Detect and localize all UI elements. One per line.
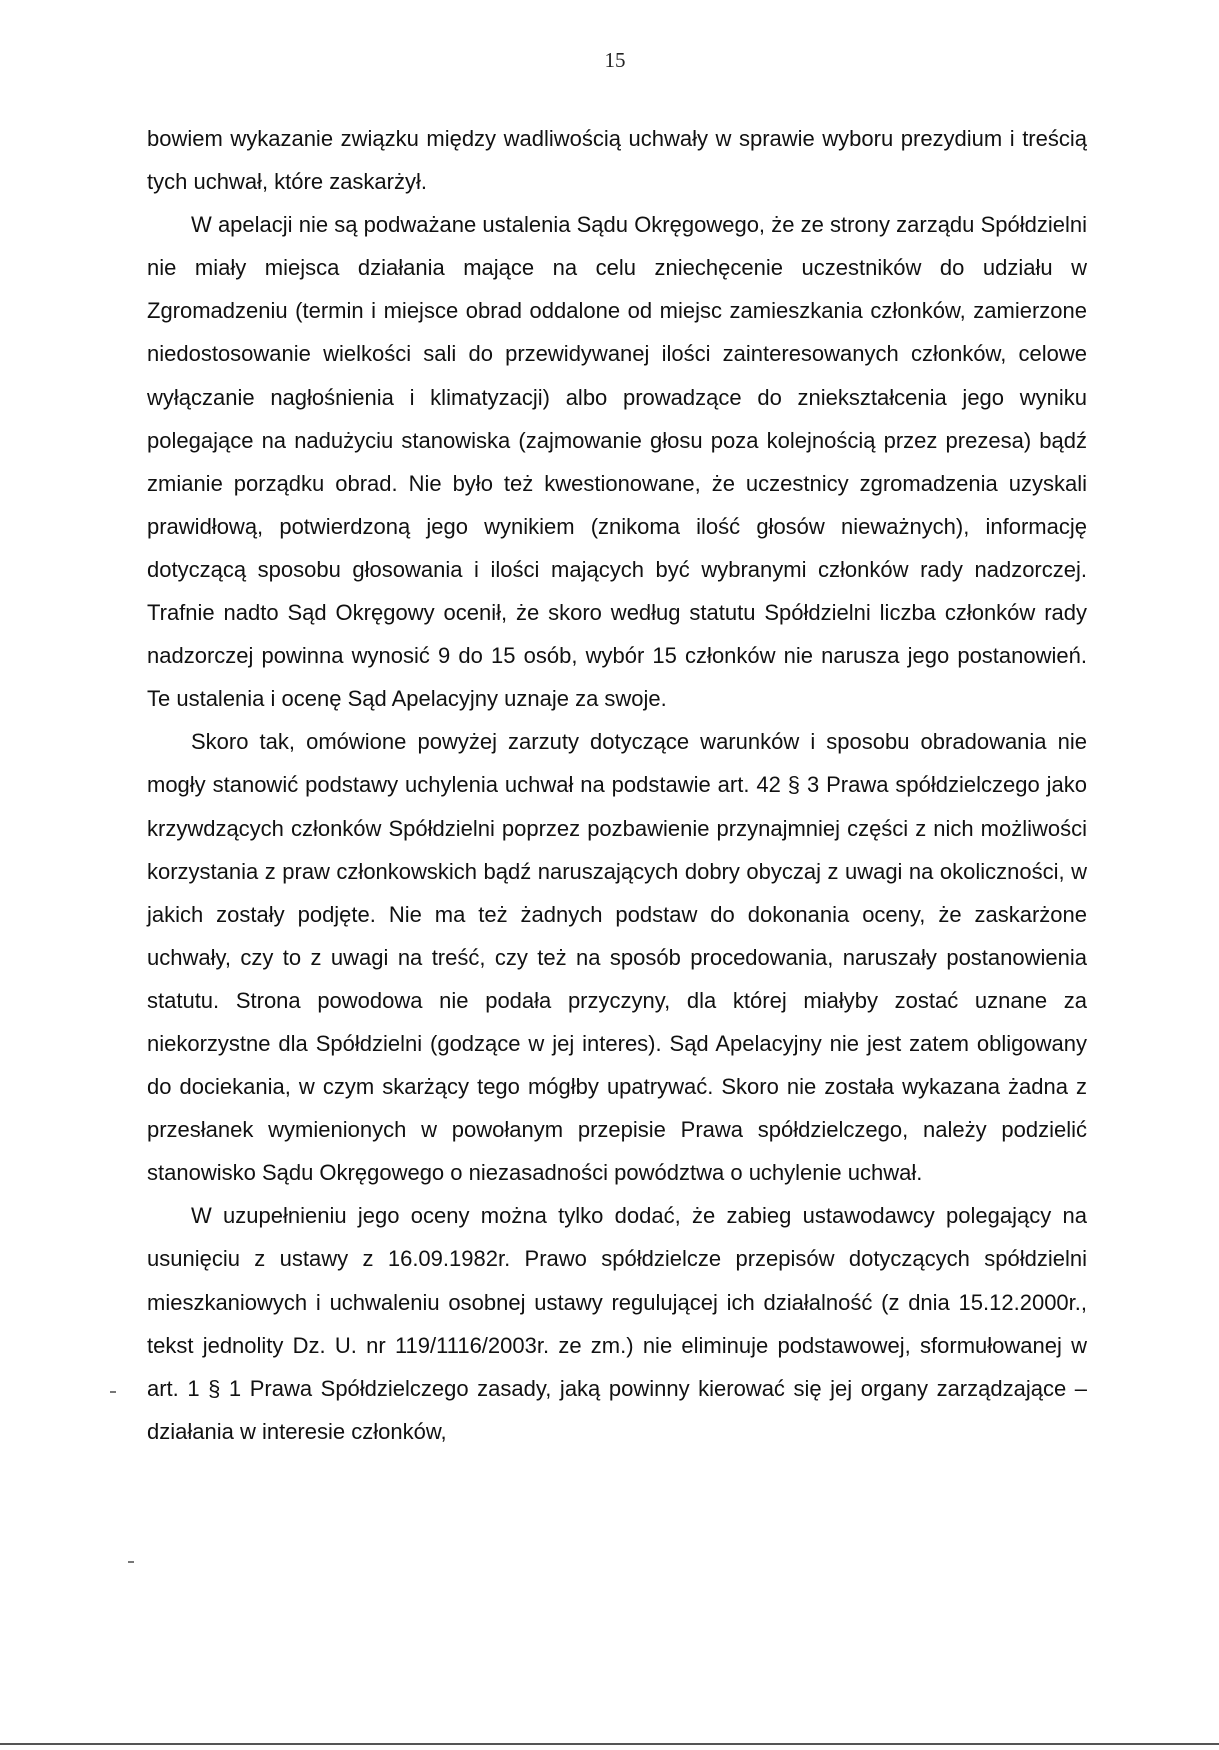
scan-edge-line [0,1743,1219,1745]
paragraph-3: Skoro tak, omówione powyżej zarzuty dotyczące warunków i sposobu obradowania nie mogły stanowić podstawy uchylenia uchwał na podstawie art. 42 § 3 Prawa spółdzielczego jako krzywdzących członków Spółdzielni poprzez pozbawienie przynajmniej części z nich możliwości korzystania z praw członkowskich bądź naruszających dobry obyczaj z uwagi na okoliczności, w jakich zostały podjęte. Nie ma też żadnych podstaw do dokonania oceny, że zaskarżone uchwały, czy to z uwagi na treść, czy też na sposób procedowania, naruszały postanowienia statutu. Strona powodowa nie podała przyczyny, dla której miałyby zostać uznane za niekorzystne dla Spółdzielni (godzące w jej interes). Sąd Apelacyjny nie jest zatem obligowany do dociekania, w czym skarżący tego mógłby upatrywać. Skoro nie została wykazana żadna z przesłanek wymienionych w powołanym przepisie Prawa spółdzielczego, należy podzielić stanowisko Sądu Okręgowego o niezasadności powództwa o uchylenie uchwał. [147,729,1087,1186]
paragraph-4: W uzupełnieniu jego oceny można tylko dodać, że zabieg ustawodawcy polegający na usunięciu z ustawy z 16.09.1982r. Prawo spółdzielcze przepisów dotyczących spółdzielni mieszkaniowych i uchwaleniu osobnej ustawy regulującej ich działalność (z dnia 15.12.2000r., tekst jednolity Dz. U. nr 119/1116/2003r. ze zm.) nie eliminuje podstawowej, sformułowanej w art. 1 § 1 Prawa Spółdzielczego zasady, jaką powinny kierować się jej organy zarządzające – działania w interesie członków, [147,1203,1087,1444]
scan-speck [110,1391,116,1393]
paragraph-2: W apelacji nie są podważane ustalenia Sądu Okręgowego, że ze strony zarządu Spółdzielni nie miały miejsca działania mające na celu zniechęcenie uczestników do udziału w Zgromadzeniu (termin i miejsce obrad oddalone od miejsc zamieszkania członków, zamierzone niedostosowanie wielkości sali do przewidywanej ilości zainteresowanych członków, celowe wyłączanie nagłośnienia i klimatyzacji) albo prowadzące do zniekształcenia jego wyniku polegające na nadużyciu stanowiska (zajmowanie głosu poza kolejnością przez prezesa) bądź zmianie porządku obrad. Nie było też kwestionowane, że uczestnicy zgromadzenia uzyskali prawidłową, potwierdzoną jego wynikiem (znikoma ilość głosów nieważnych), informację dotyczącą sposobu głosowania i ilości mających być wybranymi członków rady nadzorczej. Trafnie nadto Sąd Okręgowy ocenił, że skoro według statutu Spółdzielni liczba członków rady nadzorczej powinna wynosić 9 do 15 osób, wybór 15 członków nie narusza jego postanowień. Te ustalenia i ocenę Sąd Apelacyjny uznaje za swoje. [147,212,1087,712]
paragraph-1: bowiem wykazanie związku między wadliwością uchwały w sprawie wyboru prezydium i treścią tych uchwał, które zaskarżył. [147,126,1087,195]
document-body [147,117,1087,1453]
page-number: 15 [604,48,626,72]
scan-speck [128,1561,134,1563]
